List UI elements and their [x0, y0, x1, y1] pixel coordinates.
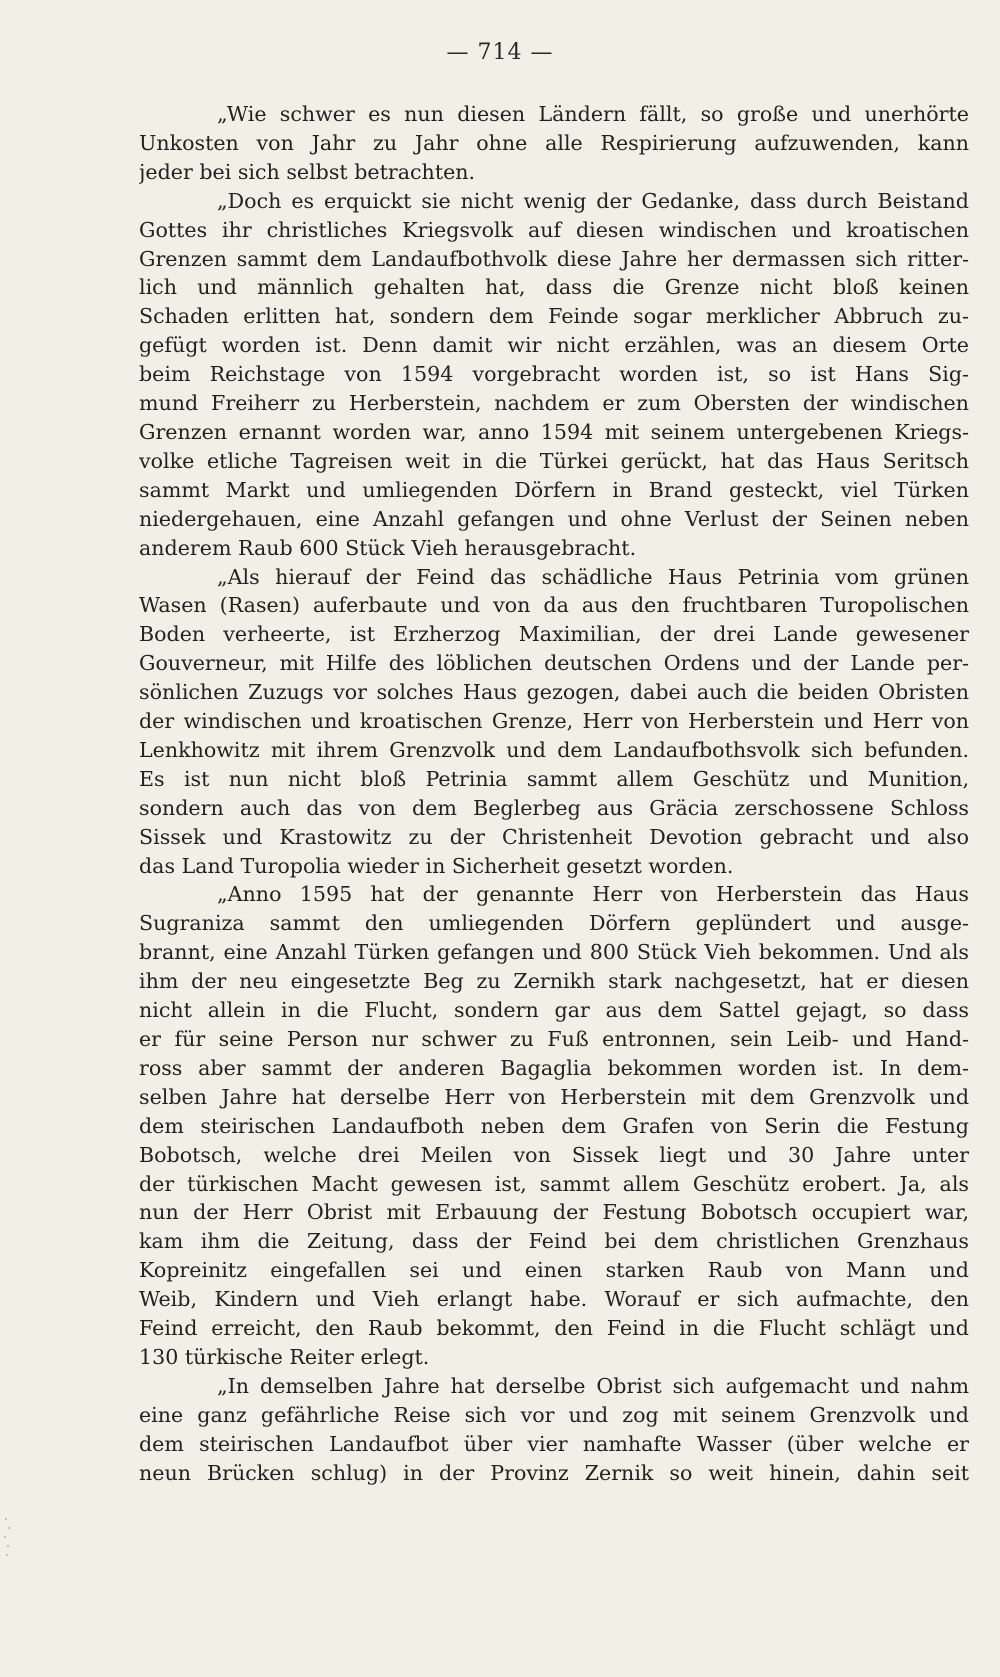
text-line: „Wie schwer es nun diesen Ländern fällt, so große und unerhörte [217, 102, 969, 126]
text-line: nicht allein in die Flucht, sondern gar aus dem Sattel gejagt, so dass [139, 998, 969, 1023]
text-line: Weib, Kindern und Vieh erlangt habe. Worauf er sich aufmachte, den [139, 1287, 969, 1312]
text-line: der windischen und kroatischen Grenze, Herr von Herberstein und Herr von [139, 709, 969, 734]
text-line: 130 türkische Reiter erlegt. [139, 1344, 430, 1369]
text-line: sammt Markt und umliegenden Dörfern in Brand gesteckt, viel Türken [139, 477, 969, 502]
text-line: sondern auch das von dem Beglerbeg aus Gräcia zerschossene Schloss [139, 795, 969, 820]
text-line: das Land Turopolia wieder in Sicherheit gesetzt worden. [139, 853, 734, 878]
text-line: er für seine Person nur schwer zu Fuß entronnen, sein Leib- und Hand- [139, 1027, 969, 1051]
text-line: volke etliche Tagreisen weit in die Türkei gerückt, hat das Haus Seritsch [139, 448, 969, 473]
text-line: Gouverneur, mit Hilfe des löblichen deutschen Ordens und der Lande per- [139, 651, 969, 676]
text-line: Gottes ihr christliches Kriegsvolk auf diesen windischen und kroatischen [139, 217, 969, 242]
text-line: Lenkhowitz mit ihrem Grenzvolk und dem Landaufbothsvolk sich befunden. [139, 737, 969, 762]
text-line: Boden verheerte, ist Erzherzog Maximilian, der drei Lande gewesener [139, 622, 969, 647]
text-line: kam ihm die Zeitung, dass der Feind bei dem christlichen Grenzhaus [139, 1229, 969, 1254]
text-line: neun Brücken schlug) in der Provinz Zernik so weit hinein, dahin seit [139, 1460, 969, 1485]
text-line: anderem Raub 600 Stück Vieh herausgebracht. [139, 535, 637, 560]
text-line: „In demselben Jahre hat derselbe Obrist sich aufgemacht und nahm [217, 1373, 969, 1398]
text-line: dem steirischen Landaufboth neben dem Grafen von Serin die Festung [139, 1113, 969, 1138]
text-line: Sissek und Krastowitz zu der Christenheit Devotion gebracht und also [139, 824, 969, 849]
text-line: sönlichen Zuzugs vor solches Haus gezogen, dabei auch die beiden Obristen [139, 680, 969, 705]
text-line: ihm der neu eingesetzte Beg zu Zernikh stark nachgesetzt, hat er diesen [139, 969, 969, 994]
text-line: Es ist nun nicht bloß Petrinia sammt allem Geschütz und Munition, [139, 766, 969, 791]
text-line: jeder bei sich selbst betrachten. [139, 159, 476, 184]
text-line: selben Jahre hat derselbe Herr von Herberstein mit dem Grenzvolk und [139, 1084, 969, 1109]
text-line: der türkischen Macht gewesen ist, sammt allem Geschütz erobert. Ja, als [139, 1171, 969, 1196]
text-line: Grenzen sammt dem Landaufbothvolk diese Jahre her dermassen sich ritter- [139, 246, 969, 271]
paper-specks [3, 1518, 13, 1558]
text-line: „Als hierauf der Feind das schädliche Haus Petrinia vom grünen [217, 564, 969, 589]
text-line: brannt, eine Anzahl Türken gefangen und 800 Stück Vieh bekommen. Und als [139, 940, 969, 965]
text-line: Schaden erlitten hat, sondern dem Feinde sogar merklicher Abbruch zu- [139, 304, 969, 329]
body-text [139, 100, 969, 1488]
text-line: Kopreinitz eingefallen sei und einen starken Raub von Mann und [139, 1258, 969, 1283]
text-line: „Doch es erquickt sie nicht wenig der Gedanke, dass durch Beistand [217, 188, 969, 213]
text-line: Grenzen ernannt worden war, anno 1594 mit seinem untergebenen Kriegs- [139, 419, 969, 444]
text-line: beim Reichstage von 1594 vorgebracht worden ist, so ist Hans Sig- [139, 362, 969, 387]
text-line: gefügt worden ist. Denn damit wir nicht erzählen, was an diesem Orte [139, 333, 969, 358]
text-line: „Anno 1595 hat der genannte Herr von Herberstein das Haus [217, 882, 969, 907]
page-number: — 714 — [446, 40, 554, 65]
text-line: Wasen (Rasen) auferbaute und von da aus den fruchtbaren Turopolischen [139, 593, 969, 618]
text-line: Bobotsch, welche drei Meilen von Sissek liegt und 30 Jahre unter [139, 1142, 969, 1167]
text-line: Unkosten von Jahr zu Jahr ohne alle Respirierung aufzuwenden, kann [139, 130, 969, 155]
text-line: mund Freiherr zu Herberstein, nachdem er zum Obersten der windischen [139, 391, 969, 416]
text-line: lich und männlich gehalten hat, dass die Grenze nicht bloß keinen [139, 275, 969, 300]
text-line: Feind erreicht, den Raub bekommt, den Feind in die Flucht schlägt und [139, 1316, 969, 1341]
text-line: ross aber sammt der anderen Bagaglia bekommen worden ist. In dem- [139, 1055, 969, 1080]
text-line: nun der Herr Obrist mit Erbauung der Festung Bobotsch occupiert war, [139, 1200, 969, 1225]
text-line: eine ganz gefährliche Reise sich vor und zog mit seinem Grenzvolk und [139, 1402, 969, 1427]
text-line: Sugraniza sammt den umliegenden Dörfern geplündert und ausge- [139, 911, 969, 936]
text-line: niedergehauen, eine Anzahl gefangen und ohne Verlust der Seinen neben [139, 506, 969, 531]
text-line: dem steirischen Landaufbot über vier namhafte Wasser (über welche er [139, 1431, 969, 1456]
